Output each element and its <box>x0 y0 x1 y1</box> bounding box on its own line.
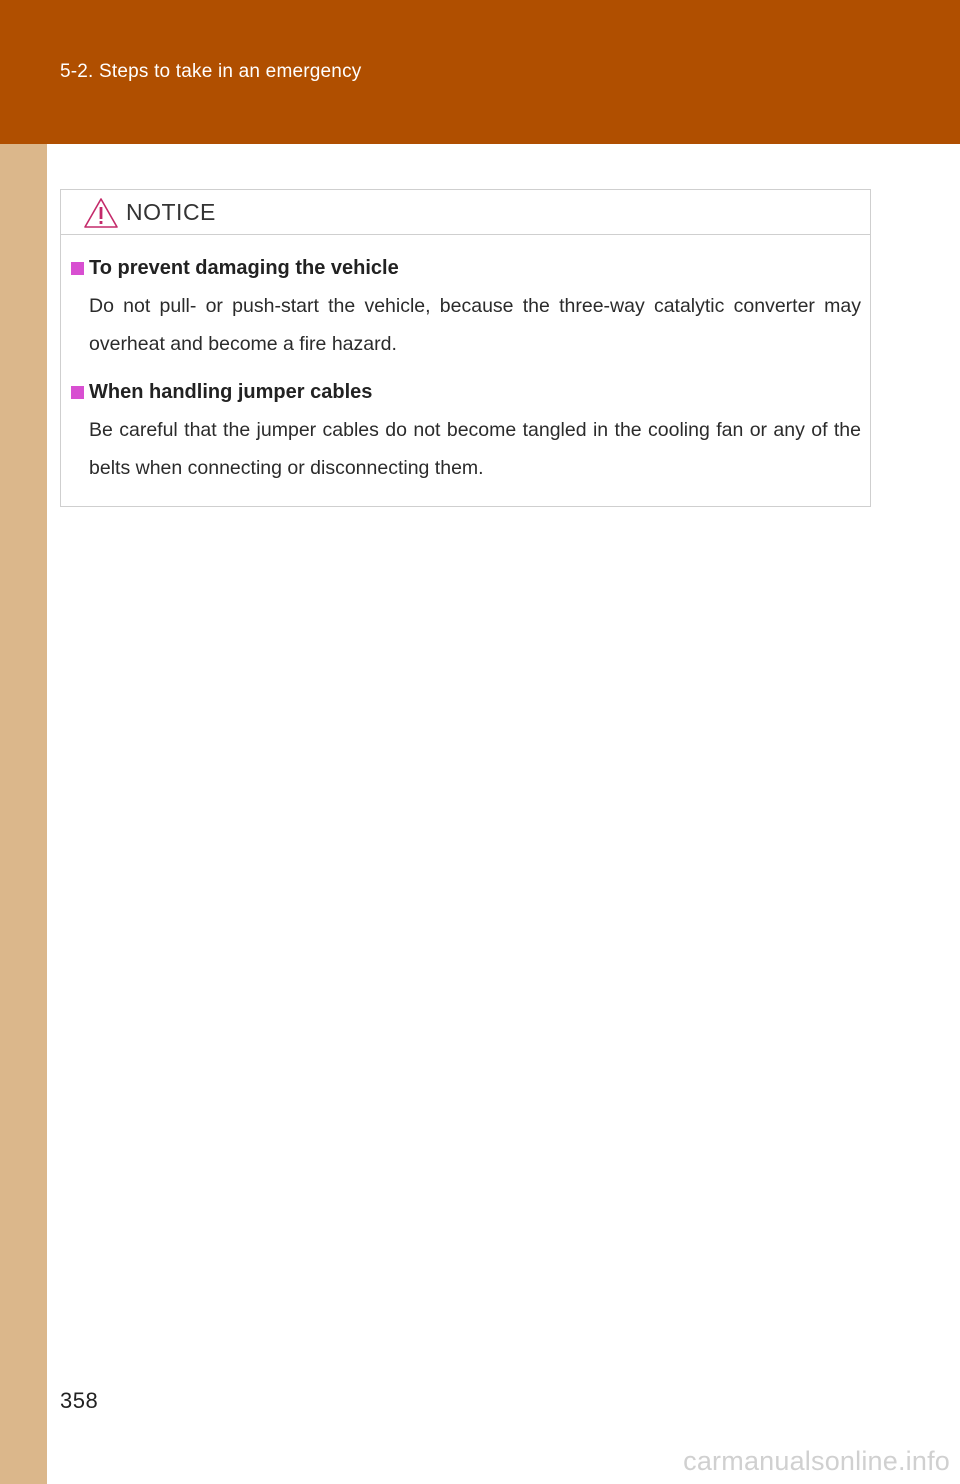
notice-title: NOTICE <box>126 199 216 225</box>
bullet-square-icon <box>71 262 84 275</box>
notice-header <box>61 190 870 235</box>
notice-box <box>60 189 871 507</box>
section-title: 5-2. Steps to take in an emergency <box>60 61 362 82</box>
notice-item-body: Be careful that the jumper cables do not become tangled in the cooling fan or any of the belts when connecting or disconnecting them. <box>89 419 861 479</box>
header-band <box>0 0 960 144</box>
page-number: 358 <box>60 1388 99 1413</box>
watermark: carmanualsonline.info <box>683 1446 950 1476</box>
bullet-square-icon <box>71 386 84 399</box>
notice-item-body: Do not pull- or push-start the vehicle, because the three-way catalytic converter may overheat and become a fire hazard. <box>89 295 861 355</box>
notice-item-heading: To prevent damaging the vehicle <box>89 257 399 279</box>
notice-item-heading: When handling jumper cables <box>89 381 373 403</box>
warning-triangle-icon <box>83 196 119 230</box>
side-strip <box>0 144 47 1484</box>
